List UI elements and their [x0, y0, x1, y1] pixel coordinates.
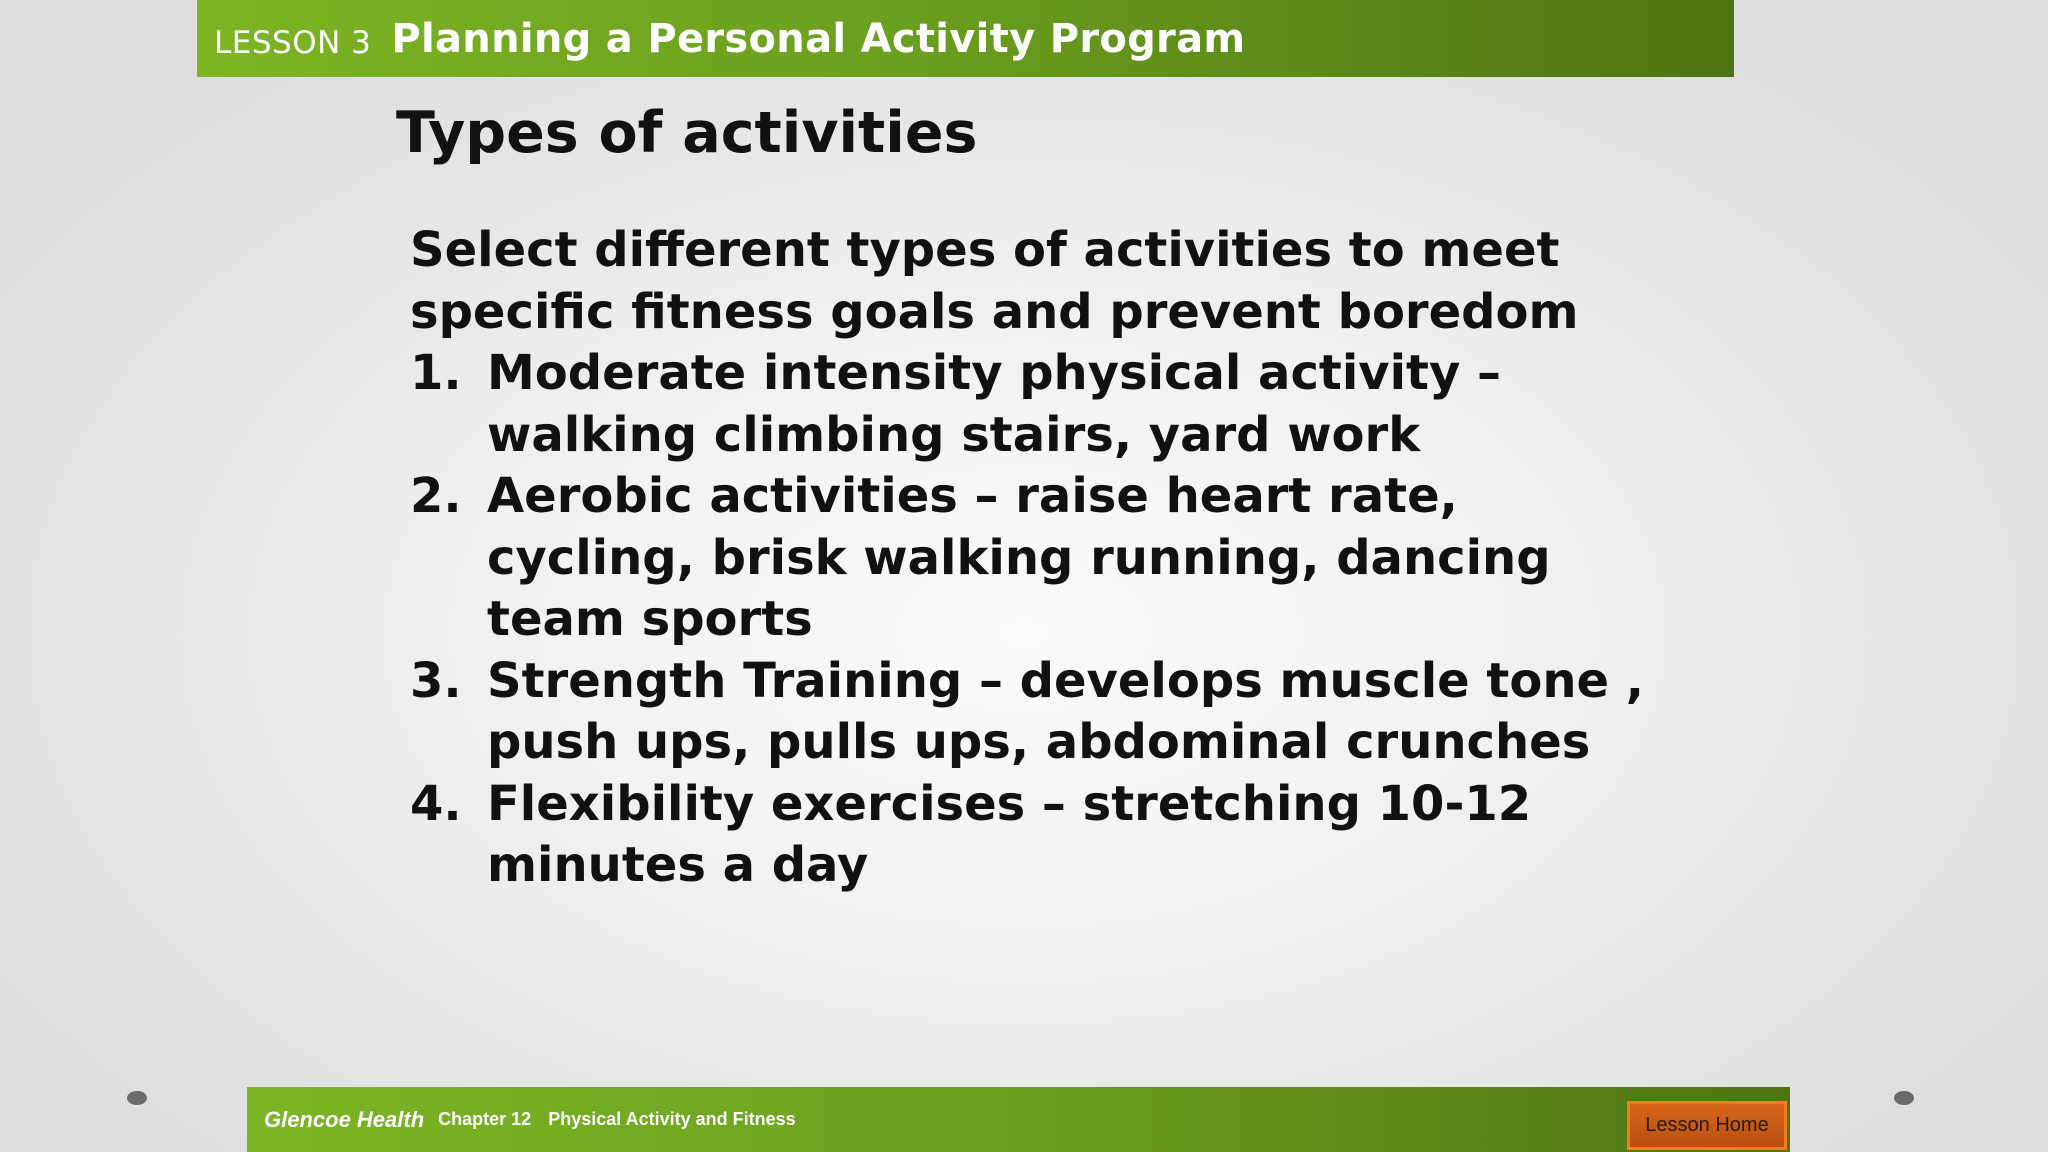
footer-bar — [247, 1087, 1790, 1152]
list-item-text: Moderate intensity physical activity – walking climbing stairs, yard work — [487, 345, 1501, 463]
lesson-home-button[interactable]: Lesson Home — [1627, 1101, 1787, 1150]
list-item — [410, 466, 1650, 651]
lesson-number: LESSON 3 — [214, 24, 372, 61]
list-item-number: 1. — [410, 345, 462, 401]
list-item — [410, 651, 1650, 774]
list-item-text: Flexibility exercises – stretching 10-12 minutes a day — [487, 775, 1532, 893]
slide-title: Types of activities — [396, 100, 978, 166]
next-slide-dot[interactable] — [1894, 1091, 1914, 1105]
slide-content — [410, 220, 1650, 897]
list-item — [410, 343, 1650, 466]
intro-text: Select different types of activities to meet specific fitness goals and prevent boredom — [410, 222, 1579, 340]
list-item-number: 4. — [410, 775, 462, 832]
footer-brand: Glencoe Health — [264, 1106, 425, 1132]
footer-subject: Physical Activity and Fitness — [548, 1109, 796, 1129]
lesson-header-bar — [197, 0, 1734, 77]
footer-chapter: Chapter 12 — [438, 1109, 532, 1129]
list-item — [410, 774, 1650, 897]
previous-slide-dot[interactable] — [127, 1091, 147, 1105]
list-item-text: Strength Training – develops muscle tone , push ups, pulls ups, abdominal crunches — [487, 652, 1645, 770]
lesson-title: Planning a Personal Activity Program — [391, 15, 1246, 62]
list-item-number: 2. — [410, 468, 462, 524]
list-item-number: 3. — [410, 652, 462, 709]
list-item-text: Aerobic activities – raise heart rate, cycling, brisk walking running, dancing team sports — [487, 468, 1551, 647]
